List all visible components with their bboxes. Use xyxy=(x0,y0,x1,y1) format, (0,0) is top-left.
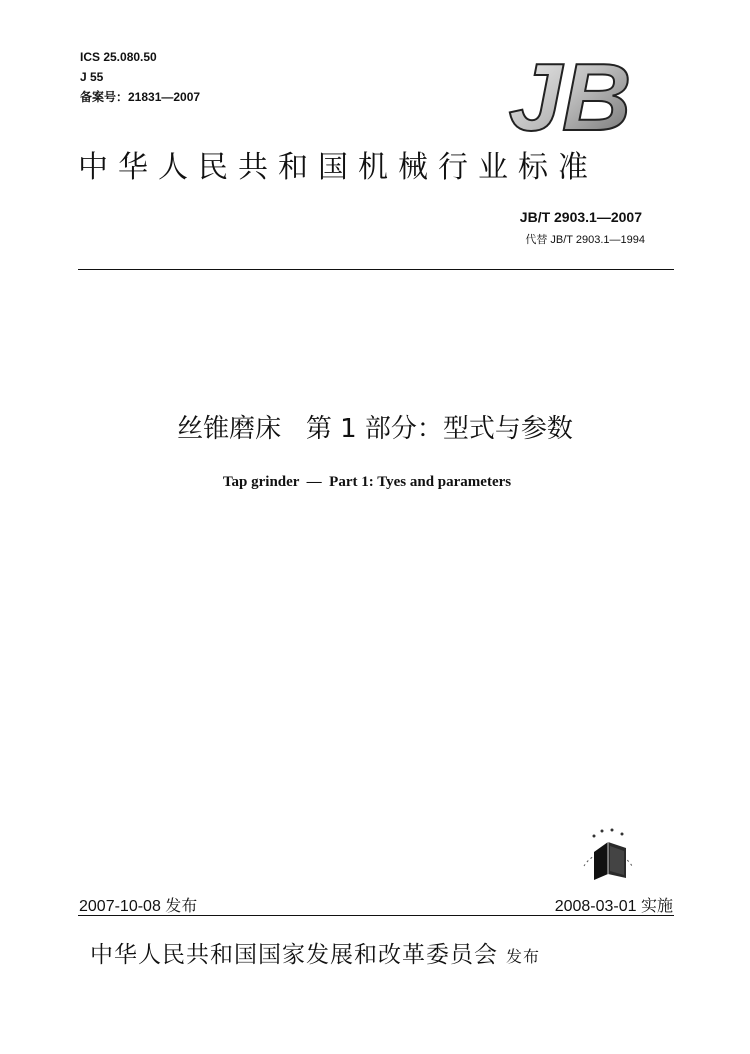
filing-number: 备案号：21831—2007 xyxy=(80,90,201,104)
standard-category-title: 中华人民共和国机械行业标准 xyxy=(78,150,598,185)
issue-date: 2007-10-08 发布 xyxy=(79,898,198,915)
publisher xyxy=(90,936,540,969)
document-title-chinese: 丝锥磨床 第 1 部分：型式与参数 xyxy=(177,414,573,444)
standard-code: JB/T 2903.1—2007 xyxy=(519,209,642,225)
publisher-seal-icon xyxy=(572,822,644,884)
jb-logo xyxy=(500,52,638,138)
publisher-name: 中华人民共和国国家发展和改革委员会 xyxy=(90,942,498,968)
implementation-date: 2008-03-01 实施 xyxy=(554,898,673,915)
top-divider xyxy=(78,269,674,270)
ics-code: ICS 25.080.50 xyxy=(80,50,157,64)
publisher-suffix: 发布 xyxy=(506,947,541,966)
replaces-standard: 代替 JB/T 2903.1—1994 xyxy=(525,234,645,246)
ccs-code: J 55 xyxy=(80,70,104,84)
logo-text: JB xyxy=(508,52,632,138)
bottom-divider xyxy=(78,915,674,916)
document-title-english: Tap grinder — Part 1: Tyes and parameters xyxy=(222,474,512,490)
